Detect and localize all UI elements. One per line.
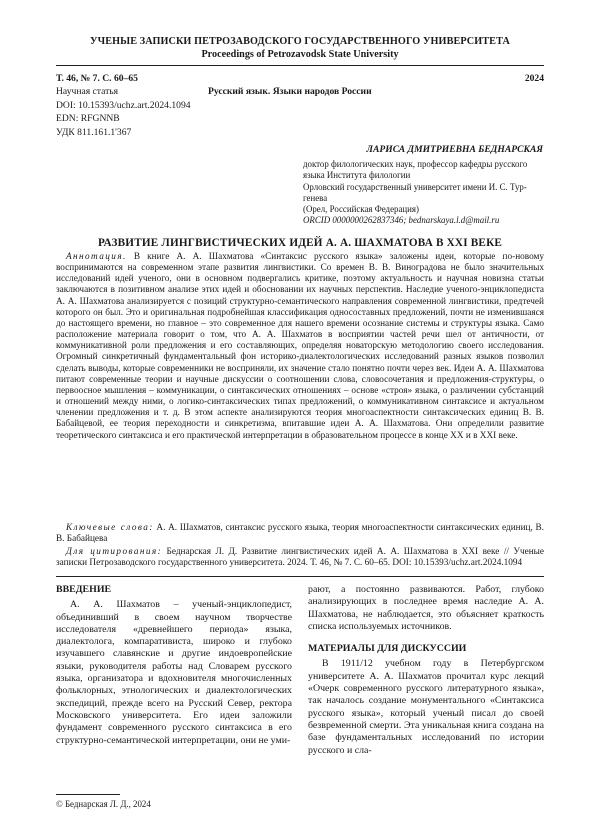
left-column (56, 584, 292, 747)
article-meta (56, 72, 544, 139)
materials-heading: МАТЕРИАЛЫ ДЛЯ ДИСКУССИИ (308, 643, 467, 655)
orcid-email: ORCID 0000000262837346; bednarskaya.l.d@mail.ru (303, 215, 500, 226)
journal-title-ru: УЧЕНЫЕ ЗАПИСКИ ПЕТРОЗАВОДСКОГО ГОСУДАРСТВЕННОГО УНИВЕРСИТЕТА (90, 36, 510, 47)
right-column (308, 584, 544, 757)
affiliation-line: генева (303, 192, 328, 203)
affiliation-line: языка Института филологии (303, 170, 411, 181)
journal-section: Русский язык. Языки народов России (208, 86, 372, 98)
affiliation-line: Орловский государственный университет имени И. С. Тур- (303, 181, 527, 192)
affiliation-line: (Орел, Российская Федерация) (303, 204, 419, 215)
intro-continuation: рают, а постоянно развиваются. Работ, глубоко анализирующих в последнее время наследие А. А. Шахматова, не наблюдается, это объясняет краткость списка используемых источников. (308, 584, 544, 632)
author-name: ЛАРИСА ДМИТРИЕВНА БЕДНАРСКАЯ (366, 144, 543, 155)
citation-label: Для цитирования: (66, 547, 163, 557)
abstract-label: Аннотация. (66, 252, 127, 262)
article-title: РАЗВИТИЕ ЛИНГВИСТИЧЕСКИХ ИДЕЙ А. А. ШАХМАТОВА В XXI ВЕКЕ (97, 237, 503, 249)
body-divider (56, 576, 544, 577)
journal-title-en: Proceedings of Petrozavodsk State University (201, 49, 399, 60)
udc: УДК 811.161.1'367 (56, 126, 132, 138)
keywords (56, 523, 544, 545)
copyright: © Беднарская Л. Д., 2024 (56, 799, 151, 809)
citation-text: Беднарская Л. Д. Развитие лингвистических идей А. А. Шахматова в XXI веке // Ученые записки Петрозаводского государственного университета. 2024. Т. 46, № 7. С. 60–65. DOI: 10.15393/uchz.art.2024.1094 (56, 547, 544, 569)
abstract (56, 252, 544, 442)
header-divider (56, 65, 544, 66)
volume-info: Т. 46, № 7. С. 60–65 (56, 73, 138, 84)
abstract-text: В книге А. А. Шахматова «Синтаксис русского языка» заложены идеи, которые по-новому воспринимаются на современном этапе развития лингвистики. Со времен В. В. Виноградова не было значительных исследований идей ученого, они в основном подвергались критике, поэтому актуальность и научная новизна статьи заключаются в позитивном анализе этих идей и обосновании их научных перспектив. Наследие ученого-энциклопедиста А. А. Шахматова анализируется с позиций структурно-семантического направления современной лингвистики, предтечей которого он был. Это и оригинальная подробнейшая классификация односоставных предложений, почти не изменившаяся до настоящего времени, но главное – это современное для нашего времени осознание системы и структуры языка. Само расположение материала говорит о том, что А. А. Шахматов в восприятии частей речи шел от античности, от коммуникативной роли предложения и его составляющих, определяя новаторскую методологию своего исследования. Огромный синкретичный фундаментальный фон историко-диалектологических исследований разных языков позволил сделать выводы, которые современники не восприняли, их значение стало понятно почти через век. Идеи А. А. Шахматова питают современные теории и научные дискуссии о соотношении слова, словосочетания и предложения-структуры, о первоосное мышления – коммуникации, о синтаксических отношениях – основе «строя» языка, о различении субстанций и отношений между ними, о логико-синтаксических типах предложений, о коммуникативном синтаксисе и актуальном членении предложения и т. д. В этом аспекте анализируются теория многоаспектности синтаксических единиц В. В. Бабайцевой, ее теория переходности и синкретизма, впитавшие идеи А. А. Шахматова. Они определили развитие теоретического синтаксиса и его практической интерпретации в образовательном процессе в конце XX и в XXI веке. (56, 252, 544, 441)
year: 2024 (524, 73, 544, 84)
article-type: Научная статья (56, 86, 119, 98)
intro-heading: ВВЕДЕНИЕ (56, 584, 112, 595)
footer-divider (56, 794, 120, 795)
journal-header (0, 36, 600, 61)
intro-paragraph: А. А. Шахматов – ученый-энциклопедист, объединивший в своем научном творчестве исследователя «древнейшего периода» языка, диалектолога, компаративиста, широко и глубоко изучавшего славянские и другие индоевропейские языки, руководителя работы над Словарем русского языка, организатора и вдохновителя многочисленных фольклорных, этнологических и диалектологических экспедиций, прежде всего на Русский Север, ректора Московского университета. Его идеи заложили фундамент современного русского синтаксиса в его структурно-семантической интерпретации, они не уми- (56, 599, 292, 746)
doi: DOI: 10.15393/uchz.art.2024.1094 (56, 99, 191, 111)
affiliation-line: доктор филологических наук, профессор кафедры русского (303, 159, 528, 169)
keywords-label: Ключевые слова: (66, 523, 154, 533)
edn: EDN: RFGNNB (56, 113, 120, 125)
materials-paragraph: В 1911/12 учебном году в Петербургском университете А. А. Шахматов прочитал курс лекций «Очерк современного русского литературного языка», так началось создание монументального «Синтаксиса русского языка», который ученый писал до своей безвременной смерти. Эта уникальная книга создана на базе фундаментальных исследований по истории русского и сла- (308, 658, 544, 756)
keywords-text: А. А. Шахматов, синтаксис русского языка, теория многоаспектности синтаксических единиц, В. В. Бабайцева (56, 523, 544, 545)
citation (56, 547, 544, 569)
author-block (303, 144, 543, 227)
